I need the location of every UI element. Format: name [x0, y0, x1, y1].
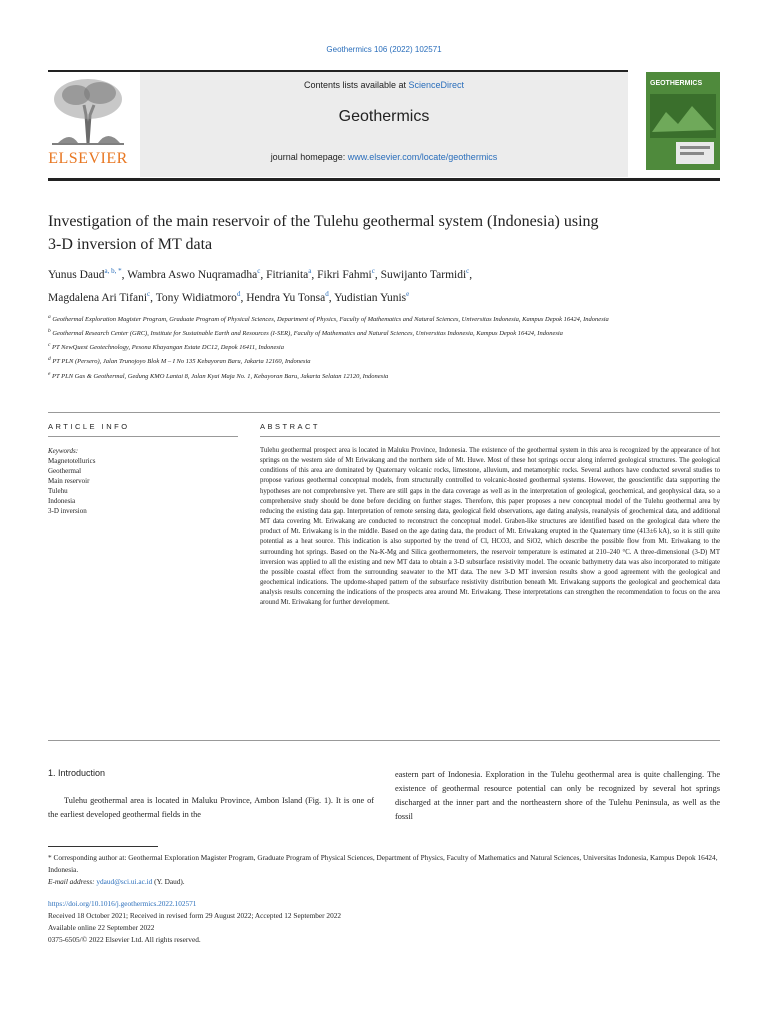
email-suffix: (Y. Daud). — [152, 877, 185, 886]
keyword-item: Indonesia — [48, 497, 76, 505]
affiliation-item — [48, 326, 720, 339]
publication-info — [48, 898, 720, 946]
available-online: Available online 22 September 2022 — [48, 923, 155, 932]
author[interactable]: Fitrianita$^a$ — [266, 267, 312, 281]
abstract-rule — [260, 436, 720, 437]
homepage-link[interactable]: www.elsevier.com/locate/geothermics — [347, 152, 498, 162]
email-link[interactable]: ydaud@sci.ui.ac.id — [96, 877, 153, 886]
keywords-label: Keywords: — [48, 447, 79, 455]
author-affil-mark[interactable]: c — [147, 289, 151, 298]
corresponding-author-footnote — [48, 852, 720, 888]
author-affil-mark[interactable]: a, b, * — [104, 267, 122, 275]
corresponding-author-text: * Corresponding author at: Geothermal Exploration Magister Program, Graduate Program of Physical Sciences, Department of Physics, Faculty of Mathematics and Natural Sciences, Universitas Indonesia, Kampus Depok 16424, Indonesia. — [48, 853, 718, 874]
keyword-item: Main reservoir — [48, 477, 90, 485]
affiliation-mark: e — [48, 370, 51, 377]
copyright-line: 0375-6505/© 2022 Elsevier Ltd. All rights reserved. — [48, 935, 201, 944]
affiliation-text: PT PLN Gas & Geothermal, Gedung KMO Lantai 8, Jalan Kyai Maja No. 1, Kebayoran Baru, Jakarta Selatan 12120, Indonesia — [52, 372, 389, 380]
author[interactable]: Wambra Aswo Nuqramadha$^c$ — [127, 267, 261, 281]
author[interactable]: Fikri Fahmi$^c$ — [317, 267, 375, 281]
article-info-heading: ARTICLE INFO — [48, 422, 130, 431]
doi-link[interactable]: https://doi.org/10.1016/j.geothermics.2022.102571 — [48, 899, 197, 908]
affiliation-mark: b — [48, 328, 51, 335]
article-info-rule — [48, 436, 238, 437]
author-affil-mark[interactable]: a — [308, 267, 312, 275]
keyword-item: Magnetotellurics — [48, 457, 96, 465]
author-affil-mark[interactable]: d — [236, 289, 241, 298]
publisher-logo-text[interactable]: ELSEVIER — [48, 150, 128, 167]
author[interactable]: Suwijanto Tarmidi$^c$ — [380, 267, 470, 281]
introduction-paragraph-right: eastern part of Indonesia. Exploration in the Tulehu geothermal area is quite challenging. The existence of geothermal resource potential can only be recognized by several hot springs discharged at the inner part and the northeastern shore of the Tulehu Peninsula, as well as the fossil — [395, 770, 720, 821]
author-list: Yunus Daud$^{a, b, *}$, Wambra Aswo Nuqramadha$^c$, Fitrianita$^a$, Fikri Fahmi$^c$, Suwijanto Tarmidi$^c$, Magdalena Ari Tifani$^c$, Tony Widiatmoro$^d$, Hendra Yu Tonsa$^d$, Yudistian Yunis$^e$ — [48, 267, 473, 304]
affiliation-text: PT NewQuest Geotechnology, Pesona Khayangan Estate DC12, Depok 16411, Indonesia — [52, 344, 284, 352]
contents-line — [140, 80, 628, 90]
contents-prefix: Contents lists available at — [303, 80, 409, 90]
keywords-block — [48, 446, 238, 516]
header-bottom-rule — [48, 178, 720, 181]
introduction-paragraph-left: Tulehu geothermal area is located in Maluku Province, Ambon Island (Fig. 1). It is one of the earliest developed geothermal fields in the — [48, 796, 374, 819]
affiliation-item — [48, 312, 720, 325]
received-dates: Received 18 October 2021; Received in revised form 29 August 2022; Accepted 12 September 2022 — [48, 911, 342, 920]
author-affil-mark[interactable]: c — [466, 267, 470, 275]
affiliations — [48, 312, 720, 383]
abstract-heading: ABSTRACT — [260, 422, 321, 431]
sciencedirect-link[interactable]: ScienceDirect — [408, 80, 465, 90]
journal-name[interactable]: Geothermics — [338, 108, 430, 125]
keyword-item: 3-D inversion — [48, 507, 87, 515]
email-line — [48, 876, 720, 888]
author[interactable]: Yunus Daud$^{a, b, *}$ — [48, 267, 122, 281]
author-affil-mark[interactable]: e — [406, 289, 410, 298]
journal-homepage-line — [140, 152, 628, 162]
affiliation-mark: d — [48, 356, 51, 363]
keyword-item: Tulehu — [48, 487, 68, 495]
affiliation-mark: a — [48, 314, 51, 320]
footnote-rule — [48, 846, 158, 847]
author-affil-mark[interactable]: c — [371, 267, 375, 275]
affiliation-mark: c — [48, 342, 51, 349]
introduction-heading: 1. Introduction — [48, 768, 106, 778]
cover-title: GEOTHERMICS — [650, 80, 703, 87]
section-top-rule — [48, 412, 720, 413]
affiliation-item — [48, 340, 720, 353]
author-affil-mark[interactable]: c — [257, 267, 261, 275]
email-label: E-mail address: — [48, 877, 97, 886]
affiliation-item — [48, 354, 720, 367]
author[interactable]: Hendra Yu Tonsa$^d$ — [246, 289, 329, 304]
affiliation-text: Geothermal Exploration Magister Program, Graduate Program of Physical Sciences, Department of Physics, Faculty of Mathematics and Natural Sciences, Universitas Indonesia, Kampus Depok 16424, Indonesia — [52, 316, 609, 324]
article-title: Investigation of the main reservoir of the Tulehu geothermal system (Indonesia) using 3-D inversion of MT data — [48, 213, 599, 253]
author-affil-mark[interactable]: d — [325, 289, 329, 298]
author[interactable]: Yudistian Yunis$^e$ — [334, 289, 410, 304]
affiliation-item — [48, 369, 720, 382]
author[interactable]: Tony Widiatmoro$^d$ — [155, 289, 241, 304]
author[interactable]: Magdalena Ari Tifani$^c$ — [48, 289, 151, 304]
keyword-item: Geothermal — [48, 467, 82, 475]
section-bottom-rule — [48, 740, 720, 741]
abstract-text: Tulehu geothermal prospect area is located in Maluku Province, Indonesia. The existence of the geothermal system in this area is recognized by the appearance of hot springs on the western side of Mt Eriwakang and the northern side of Mt. Huwe. Most of these hot springs occur along inferred geological structures. The geological conditions of this area are dominated by Quaternary volcanic rocks, limestone, alluvium, and metamorphic rocks. Several authors have conducted several studies to propose various geothermal conceptual models, from structurally controlled to volcanic-hosted geothermal systems. However, the geoscientific data supporting the hypotheses are not comprehensive yet. There are still gaps in the data coverage as well as in the interpretation of geological, geochemical, and geophysical data, so a comprehensive study should be done before deciding on further stages. Therefore, this paper proposes a new conceptual model of the Tulehu geothermal area by reducing the existing data gap. Interpretation of remote sensing data, geological field observations, age dating analysis, reanalysis of geochemical data, and additional MT data covering Mt. Eriwakang are conducted to reconstruct the conceptual model. Graben-like structures are identified based on the geological data where the product of Mt. Eriwakang is in the middle. Based on the age dating data, the product of Mt. Eriwakang erupted in the Quaternary time (413±6 kA), so it is still quite potential as a heat source. This indication is also supported by the trend of Cl, HCO3, and SiO2, which describe the possible flow from Mt. Eriwakang to the surrounding hot springs. Based on the Na-K-Mg and Silica geothermometers, the reservoir temperature is estimated at 210–240 °C. A three-dimensional (3-D) MT inversion was applied to all the existing and new MT data to obtain a 3-D subsurface resistivity model. The oceanic bathymetry data was also incorporated to mitigate the possible coastal effect from the surrounding seawater to the MT data. The new 3-D MT inversion results show a good agreement with the geological and geochemical indications. The updome-shaped pattern of the subsurface resistivity distribution beneath Mt. Eriwakang supports the geological and geochemical data analysis results concerning the indications of the prospects area around Mt. Eriwakang. These interpretations can strengthen the recommendation to focus on the area around Mt. Eriwakang for further development. — [260, 447, 720, 607]
journal-reference[interactable]: Geothermics 106 (2022) 102571 — [326, 45, 442, 54]
homepage-prefix: journal homepage: — [270, 152, 348, 162]
affiliation-text: Geothermal Research Center (GRC), Institute for Sustainable Earth and Resources (I-SER), Faculty of Mathematics and Natural Sciences, Universitas Indonesia, Kampus Depok 16424, Indonesia — [52, 330, 563, 338]
affiliation-text: PT PLN (Persero), Jalan Trunojoyo Blok M – I No 135 Kebayoran Baru, Jakarta 12160, Indonesia — [52, 358, 311, 366]
